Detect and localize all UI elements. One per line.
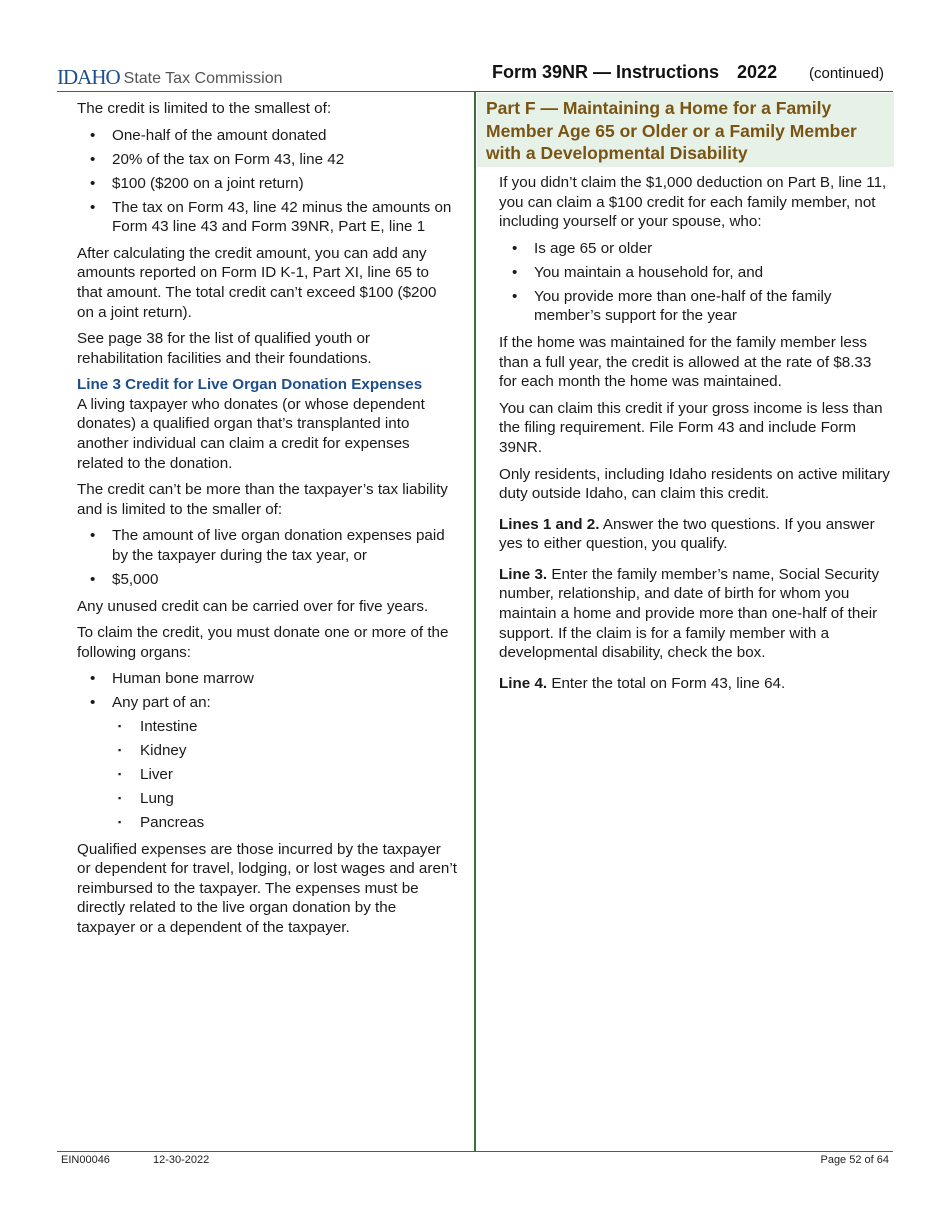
lines-1-2-label: Lines 1 and 2. [499,515,600,533]
page-header [0,0,950,92]
lines-1-2-paragraph [499,515,891,554]
right-column [499,173,891,700]
footer-rule [57,1151,893,1152]
line-3-paragraph [499,565,891,663]
lines-1-2-text: Answer the two questions. If you answer yes to either question, you qualify. [499,515,875,553]
continued-label: (continued) [809,65,885,82]
list-item-text: Any part of an: [112,694,211,712]
gross-income-paragraph: You can claim this credit if your gross income is less than the filing requirement. File Form 43 and include Form 39NR. [499,399,883,456]
claim-intro-paragraph: To claim the credit, you must donate one or more of the following organs: [77,624,449,661]
see-page-paragraph: See page 38 for the list of qualified youth or rehabilitation facilities and their foundations. [77,330,372,367]
column-divider [474,92,476,1151]
part-f-intro: If you didn’t claim the $1,000 deduction on Part B, line 11, you can claim a $100 credit for each family member, not including yourself or your spouse, who: [499,174,887,231]
form-title [492,62,777,83]
list-item: • 20% of the tax on Form 43, line 42 [77,150,457,170]
form-name: Form 39NR — Instructions [492,62,720,82]
list-item: • The amount of live organ donation expenses paid by the taxpayer during the tax year, or [77,526,457,565]
list-item: ▪ Lung [112,789,457,809]
line-4-label: Line 4. [499,674,548,692]
list-item: • $5,000 [77,570,457,590]
list-item: ▪ Kidney [112,741,457,761]
partial-year-paragraph: If the home was maintained for the family member less than a full year, the credit is allowed at the rate of $8.33 for each month the home was maintained. [499,333,872,391]
left-column [77,99,457,944]
organ-intro-paragraph: A living taxpayer who donates (or whose dependent donates) a qualified organ that’s transplanted into another individual can claim a credit for expenses related to the donation. [77,395,425,472]
form-year: 2022 [737,62,778,82]
logo-subtitle: State Tax Commission [123,70,283,87]
qualified-expenses-paragraph: Qualified expenses are those incurred by the taxpayer or dependent for travel, lodging, or lost wages and aren’t reimbursed to the taxpayer. The expenses must be directly related to the live organ donation by the taxpayer or a dependent of the taxpayer. [77,840,457,936]
idaho-logo [57,64,283,89]
logo-wordmark: IDAHO [57,65,120,89]
line-4-paragraph [499,674,891,694]
organ-limit-list [77,526,457,589]
organ-list [77,669,457,832]
organ-limit-paragraph: The credit can’t be more than the taxpayer’s tax liability and is limited to the smaller of: [77,481,448,518]
organ-section-heading: Line 3 Credit for Live Organ Donation Expenses [77,376,423,394]
limit-intro: The credit is limited to the smallest of: [77,100,332,117]
list-item: ▪ Liver [112,765,457,785]
list-item: ▪ Intestine [112,717,457,737]
line-3-label: Line 3. [499,565,548,583]
list-item: • The tax on Form 43, line 42 minus the amounts on Form 43 line 43 and Form 39NR, Part E, line 1 [77,198,457,237]
list-item [77,693,457,832]
carryover-paragraph: Any unused credit can be carried over for five years. [77,597,429,615]
footer-page-number: Page 52 of 64 [820,1154,889,1166]
list-item: • One-half of the amount donated [77,126,457,146]
list-item: • Human bone marrow [77,669,457,689]
organ-parts-list [112,717,457,833]
list-item: ▪ Pancreas [112,813,457,833]
after-calc-paragraph: After calculating the credit amount, you can add any amounts reported on Form ID K-1, Part XI, line 65 to that amount. The total credit can’t exceed $100 ($200 on a joint return). [77,244,437,321]
line-4-text: Enter the total on Form 43, line 64. [547,674,786,692]
footer-date: 12-30-2022 [153,1154,210,1166]
list-item: • You provide more than one-half of the family member’s support for the year [499,287,891,326]
list-item: • Is age 65 or older [499,239,891,259]
limit-list [77,126,457,237]
list-item: • $100 ($200 on a joint return) [77,174,457,194]
list-item: • You maintain a household for, and [499,263,891,283]
condition-list [499,239,891,326]
residents-paragraph: Only residents, including Idaho residents on active military duty outside Idaho, can claim this credit. [499,465,890,503]
line-3-text: Enter the family member’s name, Social Security number, relationship, and date of birth for whom you maintain a home and provide more than one-half of their support. If the claim is for a family member with a developmental disability, check the box. [499,565,880,662]
footer-code: EIN00046 [61,1154,110,1166]
part-f-heading: Part F — Maintaining a Home for a Family Member Age 65 or Older or a Family Member with a Developmental Disability [477,93,894,167]
